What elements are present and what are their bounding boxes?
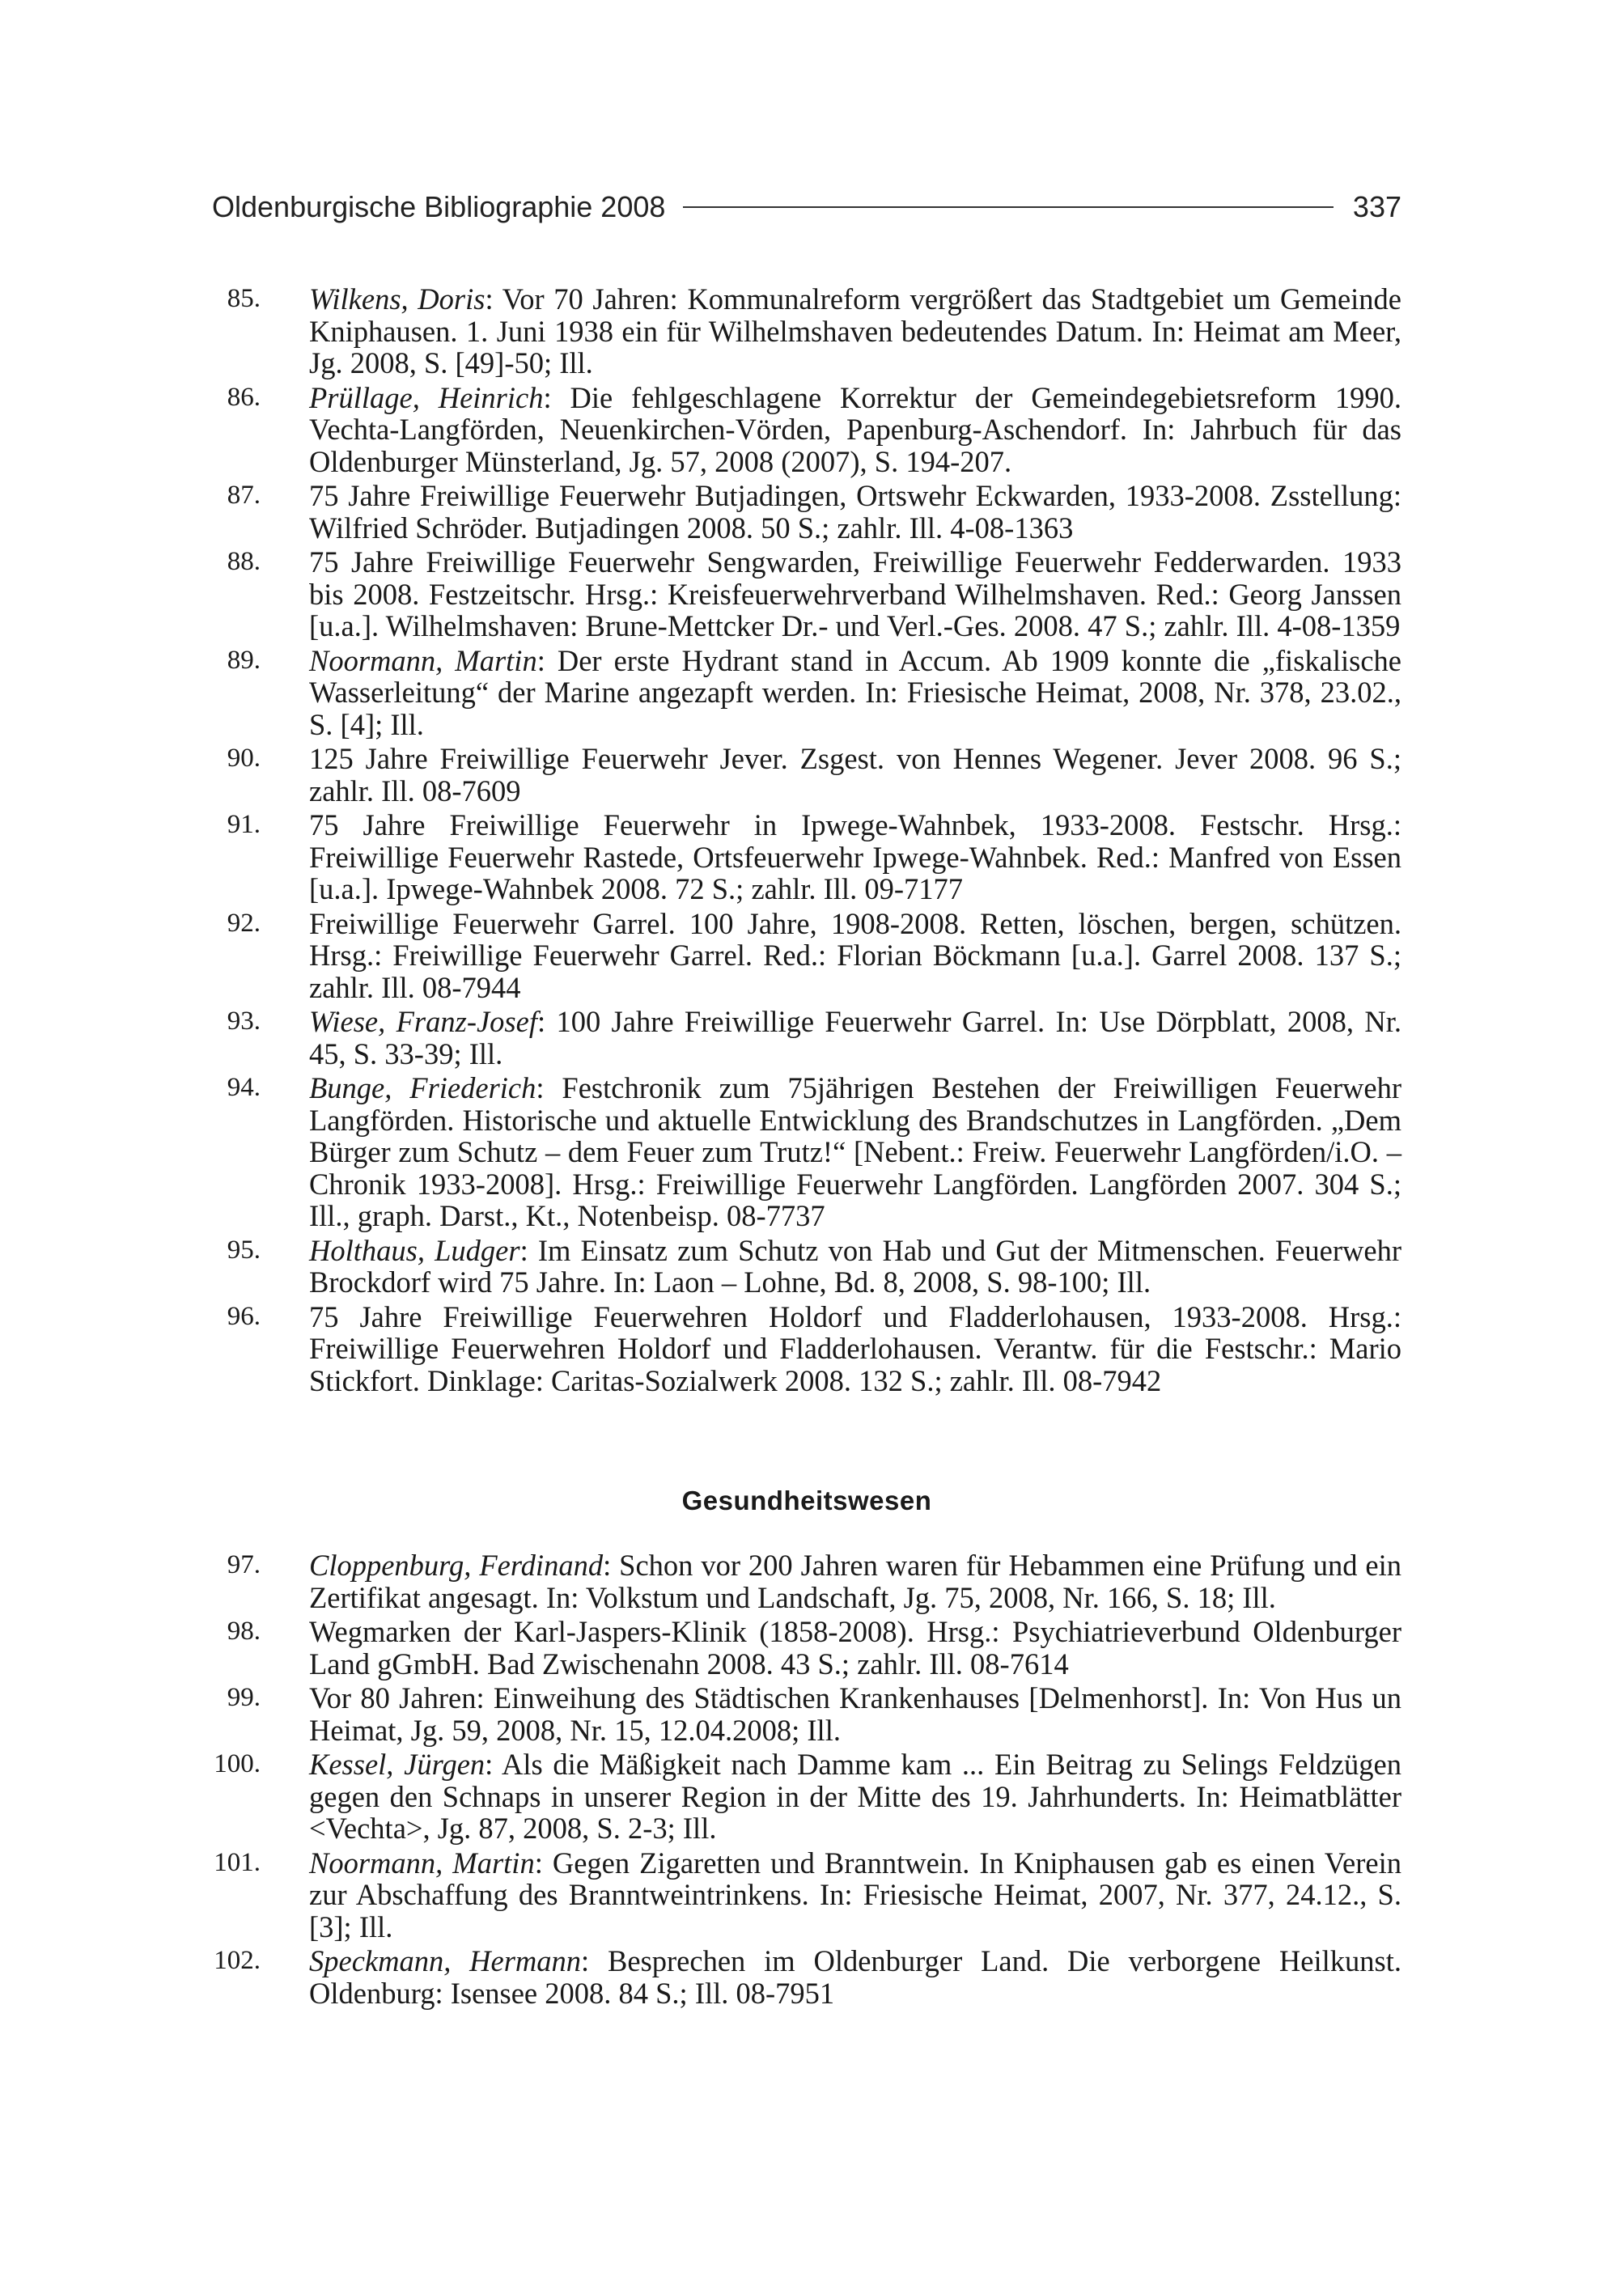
bibliography-entry bbox=[212, 1006, 1401, 1070]
entry-text: Wegmarken der Karl-Jaspers-Klinik (1858-2008). Hrsg.: Psychiatrieverbund Oldenburger Land gGmbH. Bad Zwischenahn 2008. 43 S.; zahlr. Ill. 08-7614 bbox=[309, 1615, 1401, 1681]
entry-number: 85. bbox=[227, 284, 261, 313]
entry-author: Bunge, Friederich bbox=[309, 1071, 536, 1104]
entry-text: : Der erste Hydrant stand in Accum. Ab 1909 konnte die „fiskalische Wasserleitung“ der Marine angezapft werden. In: Friesische Heimat, 2008, Nr. 378, 23.02., S. [4]; Ill. bbox=[309, 643, 1401, 741]
entry-author: Speckmann, Hermann bbox=[309, 1944, 582, 1977]
entry-text: : Vor 70 Jahren: Kommunalreform vergrößert das Stadtgebiet um Gemeinde Kniphausen. 1. Juni 1938 ein für Wilhelmshaven bedeutendes Datum. In: Heimat am Meer, Jg. 2008, S. [49]-50; Ill. bbox=[309, 282, 1402, 379]
entry-number: 102. bbox=[214, 1946, 261, 1975]
running-head-rule bbox=[683, 206, 1334, 208]
entry-text: Vor 80 Jahren: Einweihung des Städtischen Krankenhauses [Delmenhorst]. In: Von Hus un Heimat, Jg. 59, 2008, Nr. 15, 12.04.2008; Ill. bbox=[309, 1681, 1401, 1747]
entry-number: 96. bbox=[227, 1301, 261, 1331]
page-number: 337 bbox=[1352, 190, 1401, 223]
entry-number: 94. bbox=[227, 1073, 261, 1102]
entry-text: : Schon vor 200 Jahren waren für Hebammen eine Prüfung und ein Zertifikat angesagt. In: Volkstum und Landschaft, Jg. 75, 2008, Nr. 166, S. 18; Ill. bbox=[309, 1549, 1401, 1614]
entry-text: : 100 Jahre Freiwillige Feuerwehr Garrel. In: Use Dörpblatt, 2008, Nr. 45, S. 33-39; Ill. bbox=[309, 1005, 1401, 1070]
bibliography-entry bbox=[212, 1945, 1401, 2009]
bibliography-entry bbox=[212, 1847, 1401, 1943]
entry-number: 98. bbox=[227, 1617, 261, 1646]
running-head bbox=[212, 184, 1401, 230]
entry-text: : Gegen Zigaretten und Branntwein. In Kniphausen gab es einen Verein zur Abschaffung des Branntweintrinkens. In: Friesische Heimat, 2007, Nr. 377, 24.12., S. [3]; Ill. bbox=[309, 1846, 1401, 1943]
entry-number: 97. bbox=[227, 1550, 261, 1579]
entry-text: 125 Jahre Freiwillige Feuerwehr Jever. Zsgest. von Hennes Wegener. Jever 2008. 96 S.; zahlr. Ill. 08-7609 bbox=[309, 742, 1401, 807]
bibliography-entry bbox=[212, 283, 1401, 379]
bibliography-entry bbox=[212, 1549, 1401, 1613]
bibliography-entry bbox=[212, 382, 1401, 478]
entry-number: 89. bbox=[227, 645, 261, 675]
entry-number: 92. bbox=[227, 908, 261, 938]
bibliography-entry bbox=[212, 645, 1401, 741]
entry-number: 91. bbox=[227, 810, 261, 839]
entry-text: : Als die Mäßigkeit nach Damme kam ... Ein Beitrag zu Selings Feldzügen gegen den Schnaps in unserer Region in der Mitte des 19. Jahrhunderts. In: Heimatblätter <Vechta>, Jg. 87, 2008, S. 2-3; Ill. bbox=[309, 1748, 1402, 1845]
entry-text: 75 Jahre Freiwillige Feuerwehr Sengwarden, Freiwillige Feuerwehr Fedderwarden. 1933 bis 2008. Festzeitschr. Hrsg.: Kreisfeuerwehrverband Wilhelmshaven. Red.: Georg Janssen [u.a.]. Wilhelmshaven: Brune-Mettcker Dr.- und Verl.-Ges. 2008. 47 S.; zahlr. Ill. 4-08-1359 bbox=[309, 545, 1401, 642]
entry-list-after bbox=[212, 1549, 1401, 2011]
entry-text: 75 Jahre Freiwillige Feuerwehren Holdorf und Fladderlohausen, 1933-2008. Hrsg.: Freiwillige Feuerwehren Holdorf und Fladderlohausen. Verantw. für die Festschr.: Mario Stickfort. Dinklage: Caritas-Sozialwerk 2008. 132 S.; zahlr. Ill. 08-7942 bbox=[309, 1299, 1401, 1397]
entry-text: 75 Jahre Freiwillige Feuerwehr Butjadingen, Ortswehr Eckwarden, 1933-2008. Zsstellung: Wilfried Schröder. Butjadingen 2008. 50 S.; zahlr. Ill. 4-08-1363 bbox=[309, 479, 1401, 545]
entry-author: Wiese, Franz-Josef bbox=[309, 1005, 537, 1038]
bibliography-entry bbox=[212, 546, 1401, 642]
entry-number: 93. bbox=[227, 1007, 261, 1036]
entry-author: Noormann, Martin bbox=[309, 643, 537, 677]
bibliography-entry bbox=[212, 1682, 1401, 1746]
entry-text: 75 Jahre Freiwillige Feuerwehr in Ipwege-Wahnbek, 1933-2008. Festschr. Hrsg.: Freiwillige Feuerwehr Rastede, Ortsfeuerwehr Ipwege-Wahnbek. Red.: Manfred von Essen [u.a.]. Ipwege-Wahnbek 2008. 72 S.; zahlr. Ill. 09-7177 bbox=[309, 808, 1401, 905]
entry-author: Prüllage, Heinrich bbox=[309, 380, 544, 414]
entry-number: 86. bbox=[227, 382, 261, 412]
entry-number: 90. bbox=[227, 744, 261, 773]
bibliography-entry bbox=[212, 1616, 1401, 1680]
section-heading: Gesundheitswesen bbox=[681, 1486, 932, 1515]
entry-author: Cloppenburg, Ferdinand bbox=[309, 1549, 604, 1582]
entry-author: Noormann, Martin bbox=[309, 1846, 535, 1880]
bibliography-entry bbox=[212, 1235, 1401, 1299]
entry-text: : Im Einsatz zum Schutz von Hab und Gut der Mitmenschen. Feuerwehr Brockdorf wird 75 Jahre. In: Laon – Lohne, Bd. 8, 2008, S. 98-100; Ill. bbox=[309, 1233, 1401, 1299]
entry-text: Freiwillige Feuerwehr Garrel. 100 Jahre, 1908-2008. Retten, löschen, bergen, schützen. Hrsg.: Freiwillige Feuerwehr Garrel. Red.: Florian Böckmann [u.a.]. Garrel 2008. 137 S.; zahlr. Ill. 08-7944 bbox=[309, 906, 1401, 1004]
entry-text: : Besprechen im Oldenburger Land. Die verborgene Heilkunst. Oldenburg: Isensee 2008. 84 S.; Ill. 08-7951 bbox=[309, 1944, 1401, 2010]
entry-number: 99. bbox=[227, 1683, 261, 1712]
entry-text: : Die fehlgeschlagene Korrektur der Gemeindegebietsreform 1990. Vechta-Langförden, Neuenkirchen-Vörden, Papenburg-Aschendorf. In: Jahrbuch für das Oldenburger Münsterland, Jg. 57, 2008 (2007), S. 194-207. bbox=[309, 380, 1401, 478]
bibliography-entry bbox=[212, 1748, 1401, 1845]
bibliography-entry bbox=[212, 1301, 1401, 1397]
entry-number: 95. bbox=[227, 1235, 261, 1265]
bibliography-entry bbox=[212, 908, 1401, 1004]
entry-list-before bbox=[212, 283, 1401, 1399]
entry-number: 100. bbox=[214, 1749, 261, 1778]
bibliography-entry bbox=[212, 743, 1401, 807]
entry-number: 101. bbox=[214, 1847, 261, 1877]
bibliography-entry bbox=[212, 1072, 1401, 1232]
entry-text: : Festchronik zum 75jährigen Bestehen der Freiwilligen Feuerwehr Langförden. Historische und aktuelle Entwicklung des Brandschutzes in Langförden. „Dem Bürger zum Schutz – dem Feuer zum Trutz!“ [Nebent.: Freiw. Feuerwehr Langförden/i.O. – Chronik 1933-2008]. Hrsg.: Freiwillige Feuerwehr Langförden. Langförden 2007. 304 S.; Ill., graph. Darst., Kt., Notenbeisp. 08-7737 bbox=[309, 1071, 1402, 1232]
bibliography-entry bbox=[212, 480, 1401, 544]
running-head-title: Oldenburgische Bibliographie 2008 bbox=[212, 190, 666, 223]
entry-author: Wilkens, Doris bbox=[309, 282, 486, 316]
entry-author: Holthaus, Ludger bbox=[309, 1233, 520, 1267]
entry-number: 88. bbox=[227, 547, 261, 576]
entry-author: Kessel, Jürgen bbox=[309, 1748, 486, 1781]
entry-number: 87. bbox=[227, 481, 261, 510]
bibliography-entry bbox=[212, 809, 1401, 905]
